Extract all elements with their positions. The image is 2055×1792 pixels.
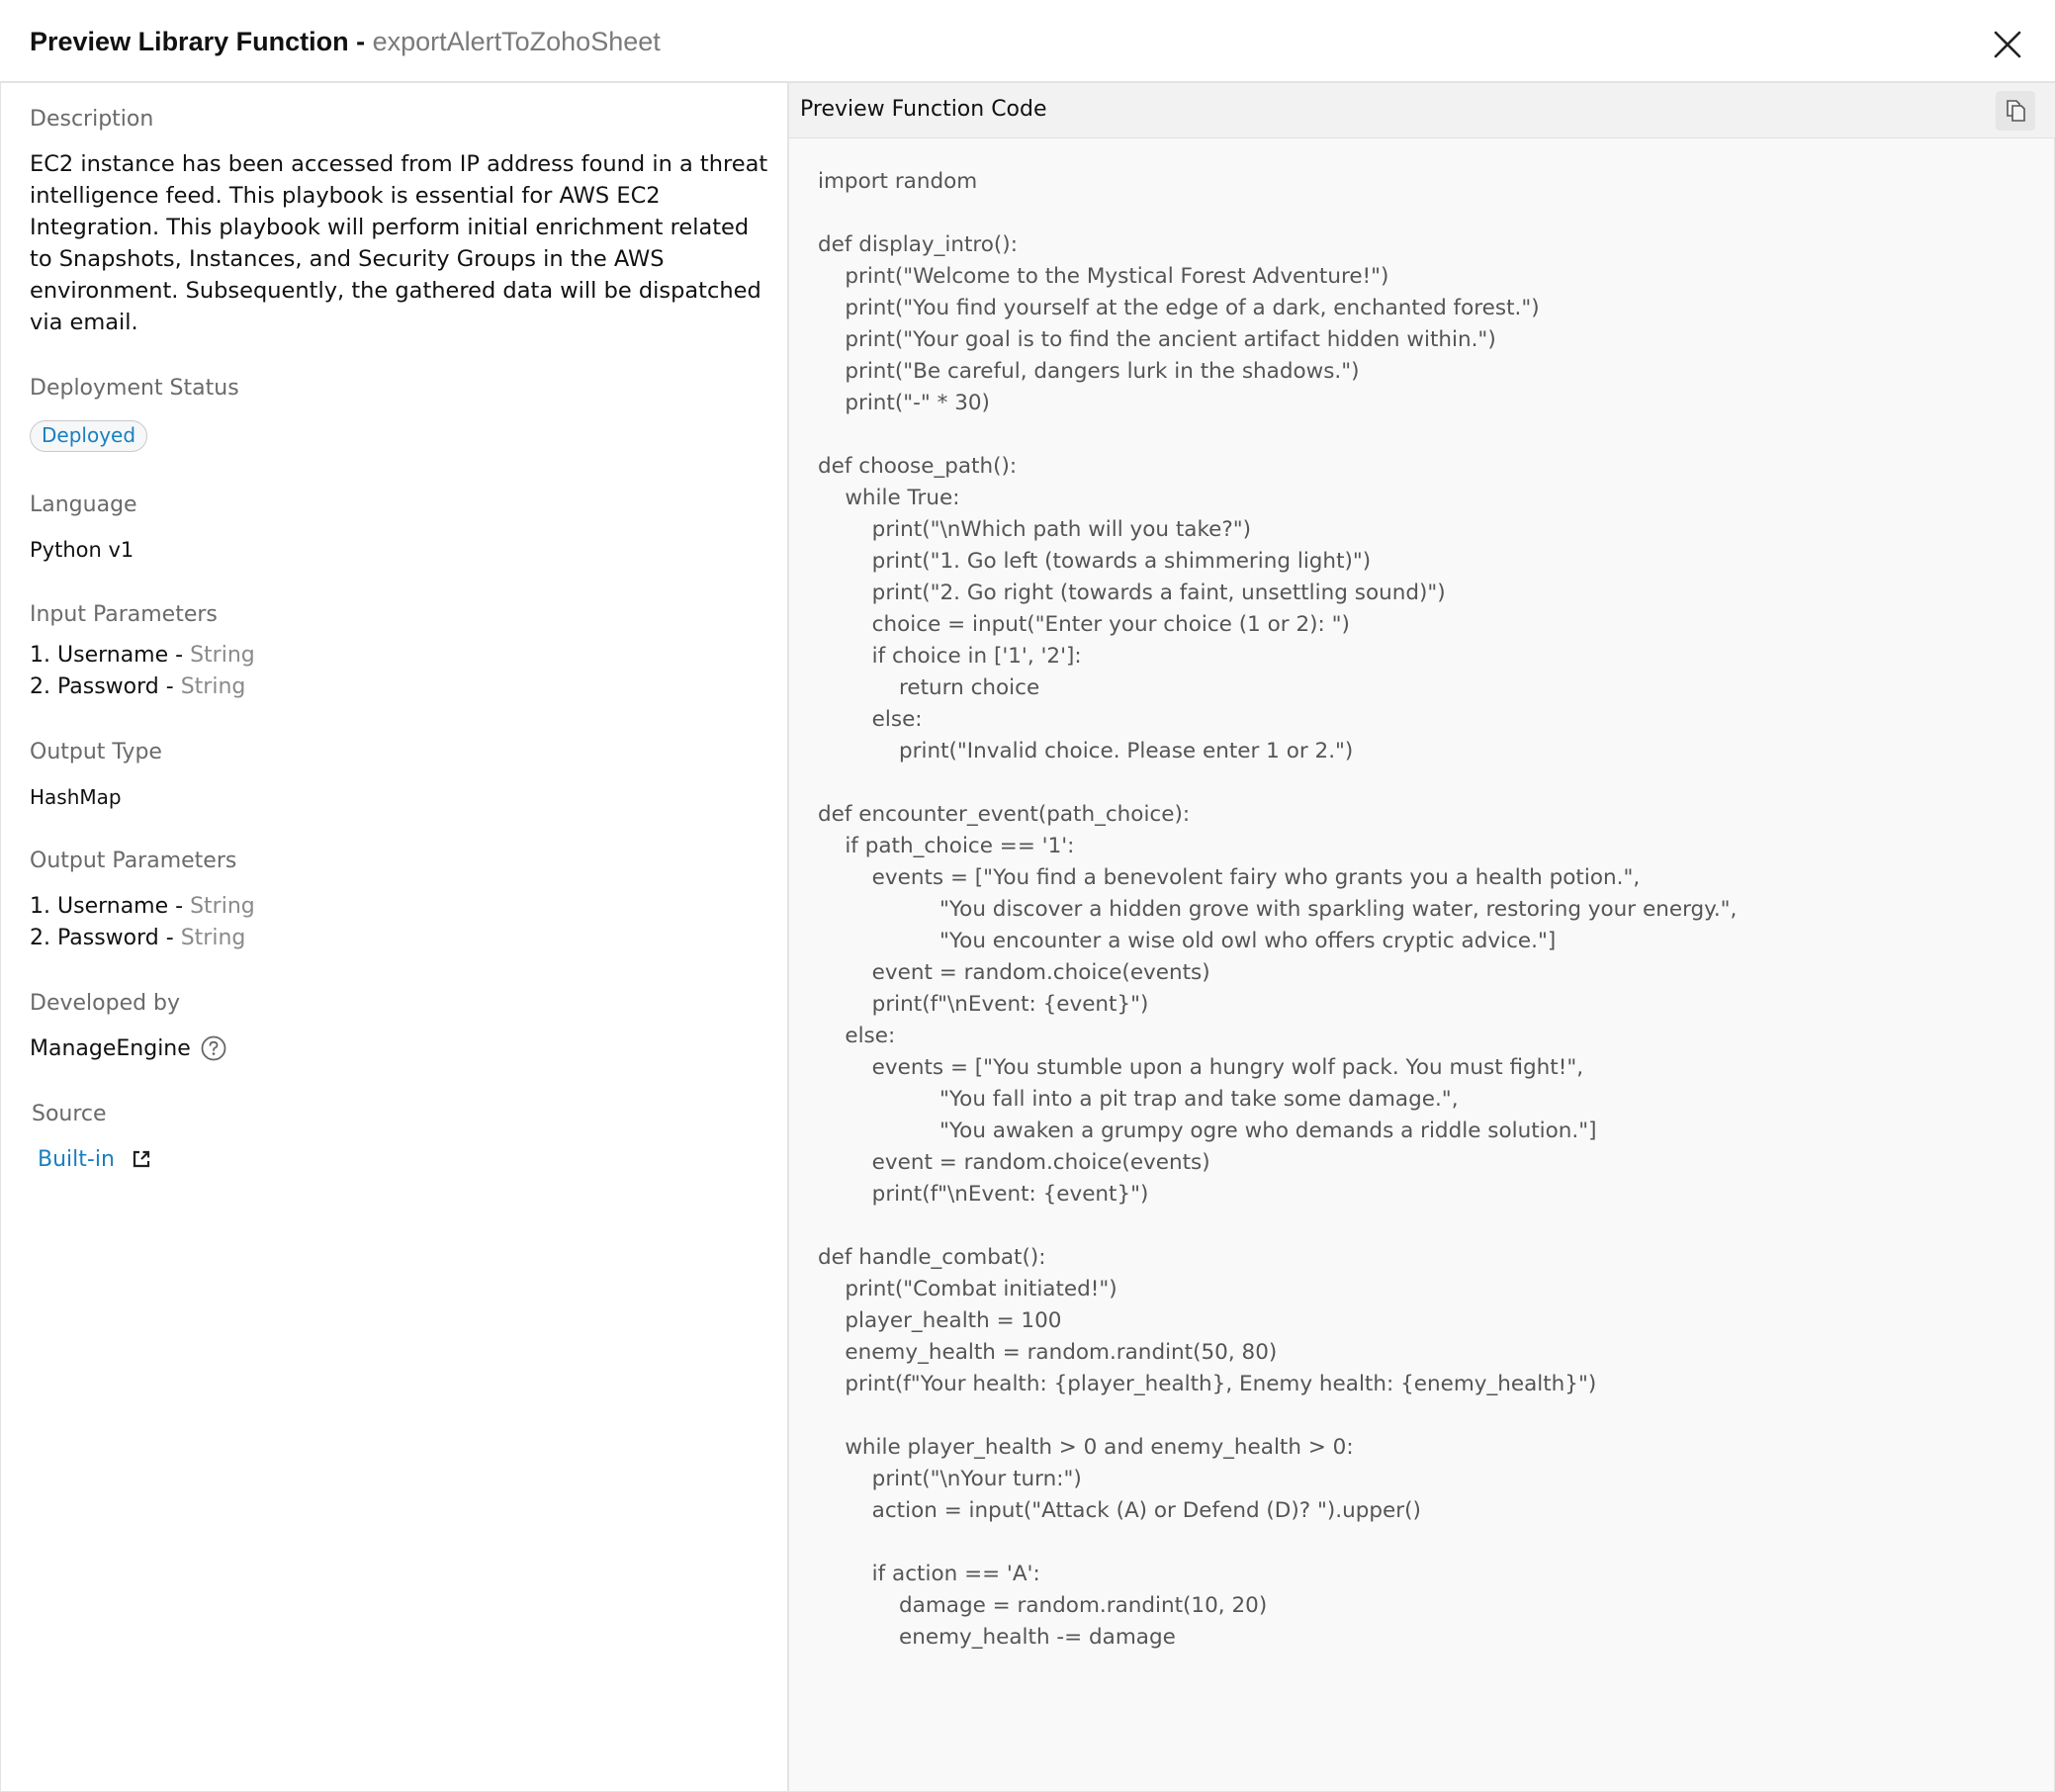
output-parameter-item (30, 926, 245, 950)
function-code-block: import random def display_intro(): print("Welcome to the Mystical Forest Adventure!") print("You find yourself at the edge of a dark, enchanted forest.") print("Your goal is to find the ancient artifact hidden within.") print("Be careful, dangers lurk in the shadows.") print("-" * 30) def choose_path(): while True: print("\nWhich path will you take?") print("1. Go left (towards a shimmering light)") print("2. Go right (towards a faint, unsettling sound)") choice = input("Enter your choice (1 or 2): ") if choice in ['1', '2']: return choice else: print("Invalid choice. Please enter 1 or 2.") def encounter_event(path_choice): if path_choice == '1': events = ["You find a benevolent fairy who grants you a health potion.", "You discover a hidden grove with sparkling water, restoring your energy.", "You encounter a wise old owl who offers cryptic advice."] event = random.choice(events) print(f"\nEvent: {event}") else: events = ["You stumble upon a hungry wolf pack. You must fight!", "You fall into a pit trap and take some damage.", "You awaken a grumpy ogre who demands a riddle solution."] event = random.choice(events) print(f"\nEvent: {event}") def handle_combat(): print("Combat initiated!") player_health = 100 enemy_health = random.randint(50, 80) print(f"Your health: {player_health}, Enemy health: {enemy_health}") while player_health > 0 and enemy_health > 0: print("\nYour turn:") action = input("Attack (A) or Defend (D)? ").upper() if action == 'A': damage = random.randint(10, 20) enemy_health -= damage (818, 169, 1738, 1650)
param-type: String (180, 926, 246, 950)
description-label: Description (30, 107, 154, 132)
code-panel-header (789, 83, 2055, 138)
help-circle-icon[interactable] (201, 1035, 226, 1061)
developed-by-value: ManageEngine (30, 1036, 191, 1061)
code-preview-panel (789, 83, 2055, 1792)
output-type-label: Output Type (30, 740, 162, 764)
source-link[interactable]: Built-in (38, 1147, 115, 1172)
deployment-status-label: Deployment Status (30, 376, 239, 401)
language-label: Language (30, 493, 137, 517)
param-type: String (190, 894, 255, 919)
param-dash: - (158, 926, 181, 950)
param-type: String (180, 674, 246, 699)
param-name: Password (57, 674, 159, 699)
param-dash: - (168, 643, 191, 668)
param-type: String (190, 643, 255, 668)
param-index: 2. (30, 926, 50, 950)
param-index: 1. (30, 894, 50, 919)
function-name: exportAlertToZohoSheet (372, 27, 661, 56)
output-parameter-item (30, 894, 255, 919)
copy-icon[interactable] (2004, 99, 2027, 123)
dialog-header (0, 0, 2055, 83)
param-name: Username (57, 643, 169, 668)
param-index: 2. (30, 674, 50, 699)
output-type-value: HashMap (30, 785, 122, 809)
code-panel-title: Preview Function Code (800, 97, 1047, 122)
input-parameter-item (30, 674, 245, 699)
input-parameter-item (30, 643, 255, 668)
dialog-title-text: Preview Library Function (30, 27, 349, 56)
param-index: 1. (30, 643, 50, 668)
external-link-icon[interactable] (132, 1149, 151, 1169)
close-button[interactable] (1988, 25, 2027, 64)
dialog-title (30, 22, 661, 61)
developed-by-label: Developed by (30, 991, 181, 1016)
param-dash: - (158, 674, 181, 699)
description-text: EC2 instance has been accessed from IP address found in a threat intelligence feed. This playbook is essential for AWS EC2 Integration. This playbook will perform initial enrichment related to Snapshots, Instances, and Security Groups in the AWS environment. Subsequently, the gathered data will be dispatched via email. (30, 151, 768, 335)
language-value: Python v1 (30, 538, 134, 562)
close-icon[interactable] (1993, 30, 2022, 59)
input-parameters-label: Input Parameters (30, 602, 218, 627)
param-dash: - (168, 894, 191, 919)
param-name: Username (57, 894, 169, 919)
source-label: Source (32, 1102, 107, 1126)
details-panel (0, 83, 789, 1792)
deployment-status-badge: Deployed (30, 420, 147, 452)
param-name: Password (57, 926, 159, 950)
output-parameters-label: Output Parameters (30, 849, 237, 873)
copy-code-button[interactable] (1996, 91, 2035, 131)
dialog-title-separator: - (348, 27, 373, 56)
